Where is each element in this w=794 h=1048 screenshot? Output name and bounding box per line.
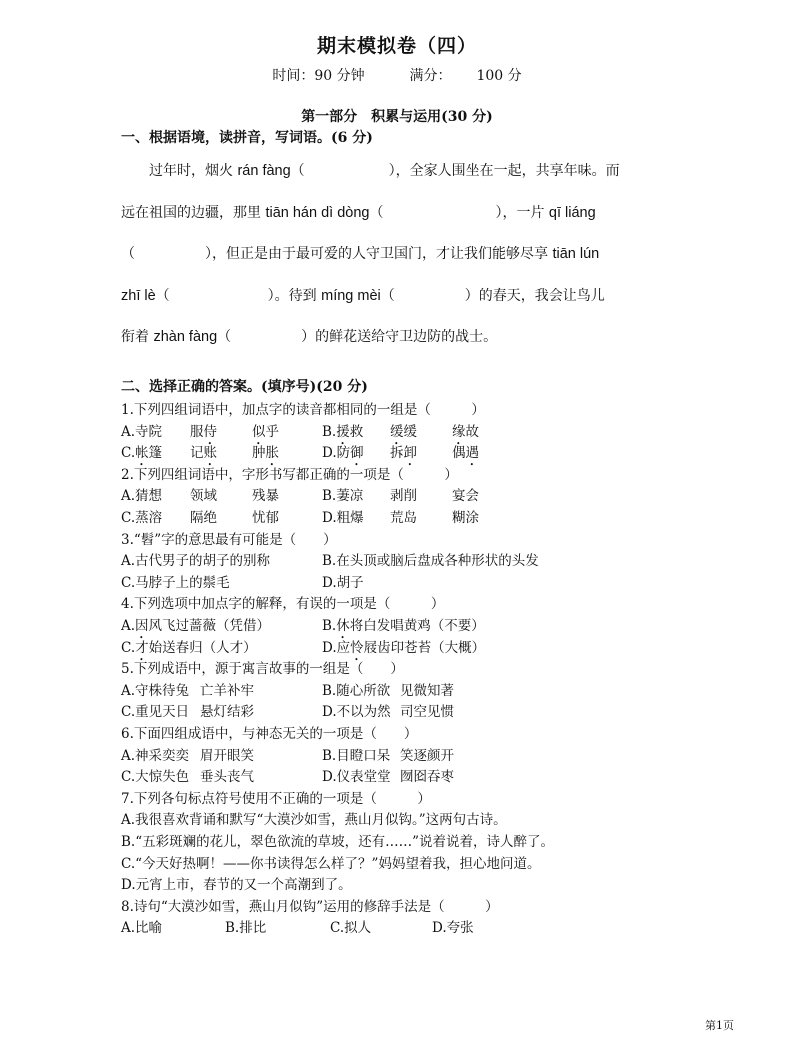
answer-option: C.马脖子上的鬃毛 (121, 575, 230, 591)
answer-option: A.因风飞过蔷薇（凭借） (121, 618, 271, 634)
dotted-character: 援 (336, 424, 350, 440)
passage-line (121, 160, 620, 180)
question-text: C.“今天好热啊！——你书读得怎么样了？”妈妈望着我，担心地问道。 (121, 856, 541, 872)
question-text: 2.下列四组词语中，字形书写都正确的一项是（ ） (121, 467, 458, 483)
answer-option: 笑逐颜开 (400, 748, 454, 764)
passage-text: 衔着 (121, 329, 154, 345)
dotted-character: 御 (350, 445, 364, 461)
answer-option: C.重见天日 (121, 704, 190, 720)
answer-option: 隔绝 (190, 510, 217, 526)
answer-option: A.猜想 (121, 488, 163, 504)
answer-option: C.帐篷 (121, 445, 163, 461)
answer-option: 似乎 (252, 424, 279, 440)
answer-option: 司空见惯 (400, 704, 454, 720)
answer-option: A.比喻 (121, 920, 163, 936)
answer-option: C.大惊失色 (121, 769, 190, 785)
answer-option: 忧郁 (252, 510, 279, 526)
answer-option: 见微知著 (400, 683, 454, 699)
pinyin-text: zhàn fàng (153, 329, 218, 345)
dotted-character: 休 (336, 618, 350, 634)
passage-text: （ ）。待到 (155, 288, 322, 304)
answer-option: C.才始送春归（人才） (121, 640, 257, 656)
dotted-character: 因 (135, 618, 149, 634)
pinyin-text: zhī lè (121, 288, 156, 304)
question-text: 7.下列各句标点符号使用不正确的一项是（ ） (121, 791, 431, 807)
dotted-character: 才 (135, 640, 149, 656)
passage-text: （ ）的鲜花送给守卫边防的战士。 (217, 329, 498, 345)
dotted-character: 怜 (350, 640, 364, 656)
dotted-character: 胀 (265, 445, 279, 461)
page-number: 第1页 (705, 1019, 734, 1032)
answer-option: 记账 (190, 445, 217, 461)
passage-text: （ ），全家人围坐在一起，共享年味。而 (290, 163, 620, 179)
answer-option: A.守株待兔 (121, 683, 190, 699)
answer-option: D.粗爆 (322, 510, 364, 526)
answer-option: 残暴 (252, 488, 279, 504)
answer-option: 亡羊补牢 (200, 683, 254, 699)
pinyin-text: tiān hán dì dòng (265, 205, 370, 221)
exam-meta (0, 65, 794, 85)
answer-option: A.神采奕奕 (121, 748, 190, 764)
passage-text: （ ）的春天，我会让鸟儿 (380, 288, 605, 304)
passage-text: （ ），但正是由于最可爱的人守卫国门，才让我们能够尽享 (121, 246, 553, 262)
question-text: 8.诗句“大漠沙如雪，燕山月似钩”运用的修辞手法是（ ） (121, 899, 499, 915)
answer-option: B.休将白发唱黄鸡（不要） (322, 618, 485, 634)
answer-option: 缘故 (452, 424, 479, 440)
answer-option: D.胡子 (322, 575, 364, 591)
dotted-character: 缘 (452, 424, 466, 440)
answer-option: B.援救 (322, 424, 364, 440)
dotted-character: 帐 (135, 445, 149, 461)
answer-option: 眉开眼笑 (200, 748, 254, 764)
passage-text: （ ），一片 (369, 205, 549, 221)
exam-score-value: 100 分 (476, 68, 522, 84)
page-title: 期末模拟卷（四） (316, 35, 477, 57)
answer-option: 缓缓 (390, 424, 417, 440)
question-text: 6.下面四组成语中，与神态无关的一项是（ ） (121, 726, 418, 742)
section-1-heading: 一、根据语境，读拼音，写词语。(6 分) (121, 130, 373, 146)
answer-option: D.防御 (322, 445, 364, 461)
dotted-character: 账 (203, 445, 217, 461)
answer-option: 剥削 (390, 488, 417, 504)
answer-option: A.寺院 (121, 424, 163, 440)
passage-line (121, 326, 497, 346)
passage-line (121, 202, 596, 222)
pinyin-text: tiān lún (552, 246, 600, 262)
question-text: 3.“髫”字的意思最有可能是（ ） (121, 532, 337, 548)
answer-option: B.目瞪口呆 (322, 748, 391, 764)
question-text: A.我很喜欢背诵和默写“大漠沙如雪，燕山月似钩。”这两句古诗。 (121, 812, 507, 828)
dotted-character: 似 (252, 424, 266, 440)
answer-option: 宴会 (452, 488, 479, 504)
dotted-character: 侍 (203, 424, 217, 440)
exam-score-label: 满分： (409, 68, 452, 84)
section-2-heading: 二、选择正确的答案。(填序号)(20 分) (121, 379, 368, 395)
passage-line (121, 243, 599, 263)
answer-option: C.蒸溶 (121, 510, 163, 526)
dotted-character: 卸 (403, 445, 417, 461)
part-heading: 第一部分 积累与运用(30 分) (301, 109, 493, 125)
answer-option: A.古代男子的胡子的别称 (121, 553, 271, 569)
answer-option: 领域 (190, 488, 217, 504)
exam-time: 时间：90 分钟 (272, 68, 365, 84)
answer-option: 肿胀 (252, 445, 279, 461)
answer-option: 悬灯结彩 (200, 704, 254, 720)
answer-option: 糊涂 (452, 510, 479, 526)
answer-option: 服侍 (190, 424, 217, 440)
question-text: 1.下列四组词语中，加点字的读音都相同的一组是（ ） (121, 402, 485, 418)
pinyin-text: qī liáng (548, 205, 596, 221)
answer-option: 垂头丧气 (200, 769, 254, 785)
answer-option: D.应怜屐齿印苍苔（大概） (322, 640, 486, 656)
question-text: B.“五彩斑斓的花儿，翠色欲流的草坡，还有……”说着说着，诗人醉了。 (121, 834, 555, 850)
answer-option: 拆卸 (390, 445, 417, 461)
question-text: 4.下列选项中加点字的解释，有误的一项是（ ） (121, 596, 445, 612)
answer-option: C.拟人 (330, 920, 372, 936)
dotted-character: 缓 (390, 424, 404, 440)
answer-option: B.在头顶或脑后盘成各种形状的头发 (322, 553, 539, 569)
question-text: 5.下列成语中，源于寓言故事的一组是（ ） (121, 661, 404, 677)
dotted-character: 遇 (465, 445, 479, 461)
answer-option: 囫囵吞枣 (400, 769, 454, 785)
answer-option: 偶遇 (452, 445, 479, 461)
pinyin-text: míng mèi (321, 288, 381, 304)
answer-option: D.仪表堂堂 (322, 769, 391, 785)
question-text: D.元宵上市，春节的又一个高潮到了。 (121, 877, 352, 893)
passage-text: 过年时，烟火 (121, 163, 238, 179)
pinyin-text: rán fàng (237, 163, 291, 179)
answer-option: B.排比 (225, 920, 267, 936)
answer-option: B.随心所欲 (322, 683, 391, 699)
answer-option: 荒岛 (390, 510, 417, 526)
answer-option: D.不以为然 (322, 704, 391, 720)
answer-option: B.萋凉 (322, 488, 364, 504)
passage-text: 远在祖国的边疆，那里 (121, 205, 266, 221)
answer-option: D.夸张 (432, 920, 474, 936)
passage-line (121, 285, 605, 305)
